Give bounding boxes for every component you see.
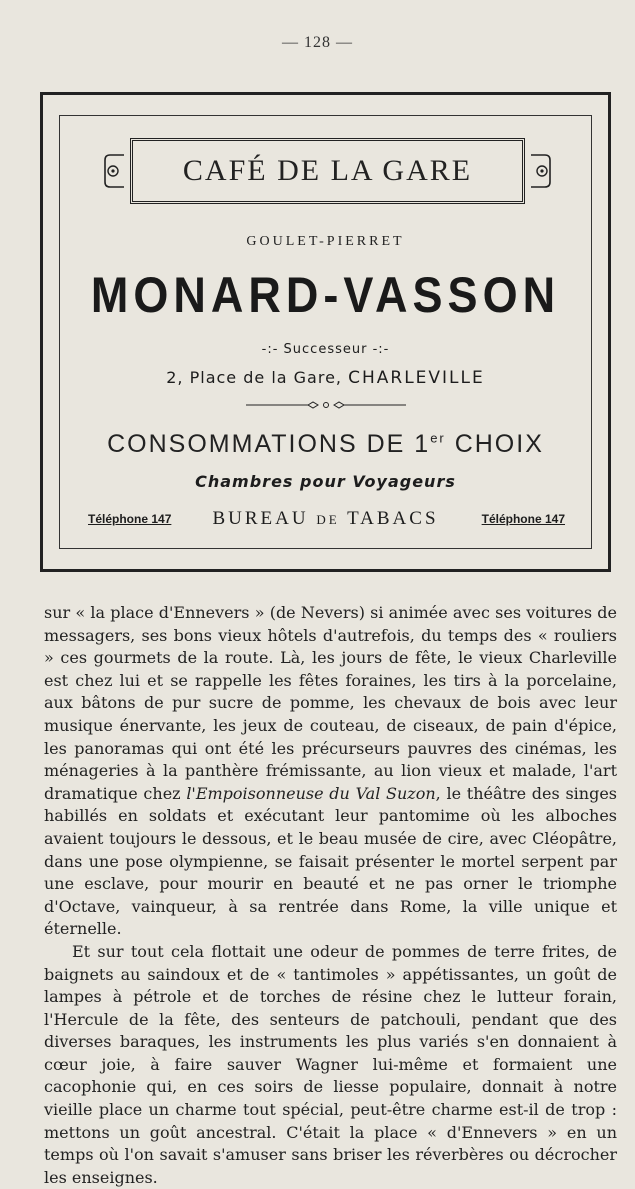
consommations-text: CONSOMMATIONS DE 1 [107,430,431,458]
bureau-de-word: DE [316,512,340,527]
telephone-right: Téléphone 147 [481,512,565,526]
paragraph-1-end: , le théâtre des singes habillés en soldats et exécutant leur pantomime où les alboches avaient toujours le dessous, et le beau musée de cire, avec Cléopâtre, dans une pose olympienne, se faisait présenter le mortel serpent par une esclave, pour mourir en beauté et ne pas orner le triomphe d'Octave, vainqueur, à sa rentrée dans Rome, la ville unique et éternelle. [44,783,617,939]
chambres-line: Chambres pour Voyageurs [195,472,456,491]
paragraph-2: Et sur tout cela flottait une odeur de pommes de terre frites, de baignets au saindoux et de « tantimoles » appétissantes, un goût de lampes à pétrole et de torches de résine chez le lutteur forain, l'Hercule de la fête, des senteurs de patchouli, pendant que des diverses baraques, les instruments les plus variés s'en donnaient à cœur joie, à faire sauver Wagner lui-même et formaient une cacophonie qui, en ces soirs de liesse populaire, donnait à notre vieille place un charme tout spécial, peut-être charme est-il de trop : mettons un goût ancestral. C'était la place « d'Ennevers » en un temps où l'on savait s'amuser sans briser les réverbères ou décrocher les enseignes. [44,941,617,1187]
previous-owner: GOULET-PIERRET [246,234,405,249]
address-street: 2, Place de la Gare, [166,368,343,387]
title-cartouche [100,138,555,204]
advertisement-inner-frame [59,115,592,549]
advertisement [40,92,611,572]
body-text [44,602,617,1189]
scroll-ornament-left-icon [102,151,126,191]
successor-label: -:- Successeur -:- [261,342,390,357]
proprietor-name: MONARD-VASSON [90,266,561,324]
telephone-left: Téléphone 147 [88,512,172,526]
play-title: l'Empoisonneuse du Val Suzon [186,783,436,803]
ordinal-superscript: er [430,430,446,446]
title-box [130,138,525,204]
divider-ornament-icon [246,400,406,410]
paragraph-1 [44,602,617,941]
scroll-ornament-right-icon [529,151,553,191]
cafe-title: CAFÉ DE LA GARE [182,154,473,187]
consommations-heading [60,430,591,459]
address [60,368,591,388]
bureau-word: BUREAU [212,508,317,529]
consommations-choix: CHOIX [445,430,544,458]
paragraph-1-start: sur « la place d'Ennevers » (de Nevers) si animée avec ses voitures de messagers, ses bons vieux hôtels d'autrefois, du temps des « rouliers » ces gourmets de la route. Là, les jours de fête, le vieux Charleville est chez lui et se rappelle les fêtes foraines, les tirs à la porcelaine, aux bâtons de pur sucre de pomme, les chevaux de bois avec leur musique énervante, les jeux de couteau, de ciseaux, de pain d'épice, les panoramas qui ont été les précurseurs pauvres des cinémas, les ménageries à la panthère frémissante, au lion vieux et malade, l'art dramatique chez [44,603,617,803]
tabacs-word: TABACS [339,508,439,529]
page-number: — 128 — [282,34,353,51]
address-city: CHARLEVILLE [348,368,485,388]
